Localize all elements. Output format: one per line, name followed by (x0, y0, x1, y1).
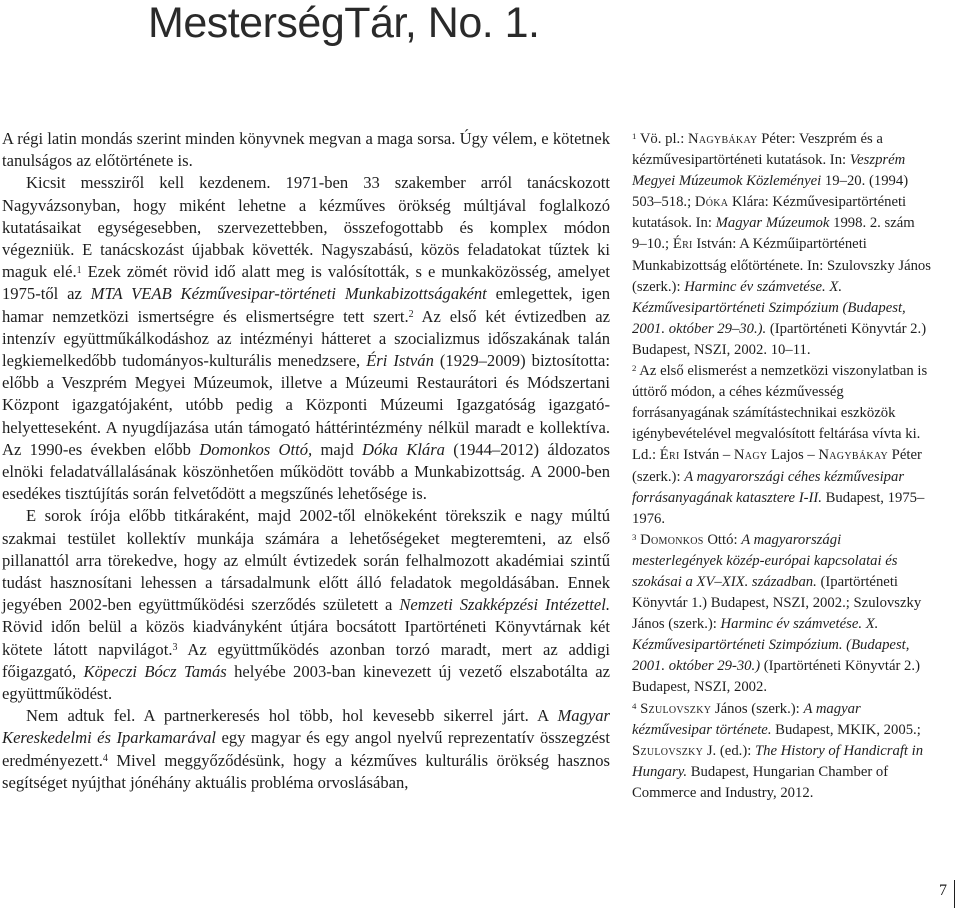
author-name: Dóka (694, 194, 729, 211)
footnote-1 (632, 129, 932, 361)
text-run: egy magyar és egy angol nyelvű reprezentatív összegzést eredményezett. (2, 728, 610, 770)
text-run: Péter (szerk.): (632, 447, 922, 485)
italic-run: Köpeczi Bócz Tamás (83, 661, 227, 681)
italic-run: Nemzeti Szakképzési Intézettel. (399, 595, 610, 615)
footnote-number: 1 (632, 131, 637, 142)
footnote-2 (632, 361, 932, 530)
italic-run: Éri István (366, 351, 434, 371)
text-run: majd (312, 439, 362, 459)
text-run: (Ipartörténeti Könyvtár 2.) Budapest, NSZI, 2002. (632, 658, 920, 696)
text-run: János (szerk.): (711, 700, 804, 717)
author-name: Domonkos (640, 531, 704, 548)
text-run: Budapest, MKIK, 2005.; (771, 721, 921, 738)
page-number-rule (954, 880, 955, 908)
text-run: 19–20. (1994) 503–518.; (632, 173, 909, 211)
text-run: (Ipartörténeti Könyvtár 1.) Budapest, NSZI, 2002.; Szulovszky János (szerk.): (632, 573, 922, 633)
text-run: E sorok írója előbb titkáraként, majd 2002-től elnökeként törekszik e nagy múltú szakmai testület kollektív munkája számára a lehetőségeket megteremteni, az első pillanattól arra törekedve, hogy az elmúlt évtizedek során felhalmozott akadémiai szintű tudást hasznosítani lehessen a társadalmunk előtt álló feladatok megoldásában. Ennek jegyében 2002-ben együttműködési szerződés született a (2, 506, 610, 615)
text-run: emlegettek, igen hamar nemzetközi ismertségre és elismertségre tett szert. (2, 284, 610, 326)
page-title: MesterségTár, No. 1. (148, 0, 540, 47)
text-run: Az együttműködés azonban torzó maradt, mert az addigi főigazgató, (2, 639, 610, 681)
footnotes-column (632, 129, 932, 804)
footnote-number: 2 (632, 363, 637, 374)
text-run: Rövid időn belül a közös kiadványként útjára bocsátott Ipartörténeti Könyvtárnak két kötete látott napvilágot. (2, 617, 610, 659)
footnote-4 (632, 699, 932, 804)
author-name: Nagybákay (687, 131, 758, 147)
paragraph (2, 172, 610, 505)
footnote-ref[interactable]: 4 (102, 753, 108, 765)
italic-run: Dóka Klára (362, 439, 445, 459)
text-run: Mivel meggyőződésünk, hogy a kézműves kulturális örökség hasznos segítséget nyújthat jónéhány aktuális probléma orvoslásában, (2, 750, 610, 792)
author-name: Szulovszky (640, 700, 712, 717)
italic-run: Magyar Kereskedelmi és Iparkamarával (2, 706, 610, 748)
paragraph (2, 128, 610, 172)
author-name: Nagy (733, 447, 768, 464)
text-run: helyébe 2003-ban kinevezett új vezető elszabotálta az együttműködést. (2, 661, 610, 704)
author-name: Éri (672, 236, 693, 253)
paragraph (2, 505, 610, 705)
text-run: Budapest, Hungarian Chamber of Commerce and Industry, 2012. (632, 763, 889, 801)
author-name: Nagybákay (818, 447, 888, 464)
text-run: Lajos – (767, 447, 819, 464)
text-run: Az első elismerést a nemzetközi viszonylatban is úttörő módon, a céhes kézművesség forrásanyagának számítástechnikai eszközök igénybevételével megvalósított feltárása vívta ki. Ld.: (632, 363, 928, 464)
italic-run: A magyar kézművesipar története. (632, 700, 861, 738)
text-run: Vö. pl.: (636, 131, 688, 147)
italic-run: Harminc év számvetése. X. Kézművesipartörténeti Szimpózium (Budapest, 2001. október 29–30.). (632, 278, 906, 337)
text-run: Ottó: (703, 531, 742, 548)
text-run: István: A Kézműipartörténeti Munkabizottság előtörténete. In: Szulovszky János (szerk.): (632, 236, 931, 295)
footnote-ref[interactable]: 3 (172, 642, 178, 654)
text-run: Péter: Veszprém és a kézművesipartörténeti kutatások. In: (632, 131, 883, 169)
italic-run: MTA VEAB Kézművesipar-történeti Munkabizottságaként (90, 284, 487, 304)
italic-run: A magyarországi céhes kézművesipar forrásanyagának katasztere I-II. (632, 468, 905, 506)
text-run: Klára: Kézművesipartörténeti kutatások. In: (632, 194, 907, 232)
text-run: (1944–2012) áldozatos elnöki feladatvállalásának köszönhetően működött tovább a Munkabizottság. A 2000-ben esedékes tisztújítás során felvetődött a megszűnés lehetősége is. (2, 439, 610, 504)
italic-run: The History of Handicraft in Hungary. (632, 742, 924, 780)
text-run: Budapest, 1975–1976. (632, 489, 925, 527)
text-run: J. (ed.): (703, 742, 755, 759)
footnote-number: 3 (632, 531, 637, 542)
page-number: 7 (939, 882, 947, 899)
italic-run: Veszprém Megyei Múzeumok Közleményei (632, 152, 906, 190)
footnote-number: 4 (632, 700, 637, 711)
text-run: 1998. 2. szám 9–10.; (632, 215, 915, 253)
author-name: Éri (659, 447, 680, 464)
text-run: Kicsit messziről kell kezdenem. 1971-ben 33 szakember arról tanácskozott Nagyvázsonyban, hogy miként lehetne a kézműves örökség múltjával foglalkozó kutatásaikat egységesebben, szervezettebben, összefogottabb és komplex módon végezniük. E tanácskozást újabbak követték. Nagyszabású, közös feladatokat tűztek ki maguk elé. (2, 173, 610, 282)
italic-run: Domonkos Ottó, (199, 439, 313, 459)
italic-run: Magyar Múzeumok (715, 215, 830, 232)
footnote-ref[interactable]: 2 (408, 309, 414, 321)
text-run: A régi latin mondás szerint minden könyvnek megvan a maga sorsa. Úgy vélem, e kötetnek tanulságos az előtörténete is. (2, 129, 610, 171)
text-run: (1929–2009) biztosította: előbb a Veszprém Megyei Múzeumok, illetve a Múzeumi Restaurátori és Módszertani Központ igazgatójaként, utóbb pedig a Központi Múzeumi Igazgatóság igazgató-helyetteseként. A nyugdíjazása után támogató háttérintézmény nélkül maradt e kollektíva. Az 1990-es években előbb (2, 351, 610, 459)
paragraph (2, 705, 610, 794)
text-run: Az első két évtizedben az intenzív együttműkálkodáshoz az intézményi hátteret a szocializmus időszakának talán legkiemelkedőbb tudományos-kulturális menedzsere, (2, 306, 610, 371)
main-text-column (2, 128, 610, 794)
author-name: Szulovszky (632, 742, 704, 759)
text-run: Ezek zömét rövid idő alatt meg is valósították, s e munkaközösség, amelyet 1975-től az (2, 262, 610, 304)
footnote-ref[interactable]: 1 (76, 264, 82, 276)
text-run: Nem adtuk fel. A partnerkeresés hol több, hol kevesebb sikerrel járt. A (26, 706, 558, 726)
text-run: (Ipartörténeti Könyvtár 2.) Budapest, NSZI, 2002. 10–11. (632, 320, 927, 358)
italic-run: Harminc év számvetése. X. Kézművesipartörténeti Szimpózium. (Budapest, 2001. október 29-30.) (632, 616, 910, 675)
text-run: István – (679, 447, 734, 464)
footnote-3 (632, 530, 932, 699)
italic-run: A magyarországi mesterlegények közép-európai kapcsolatai és szokásai a XV–XIX. században. (632, 531, 898, 590)
